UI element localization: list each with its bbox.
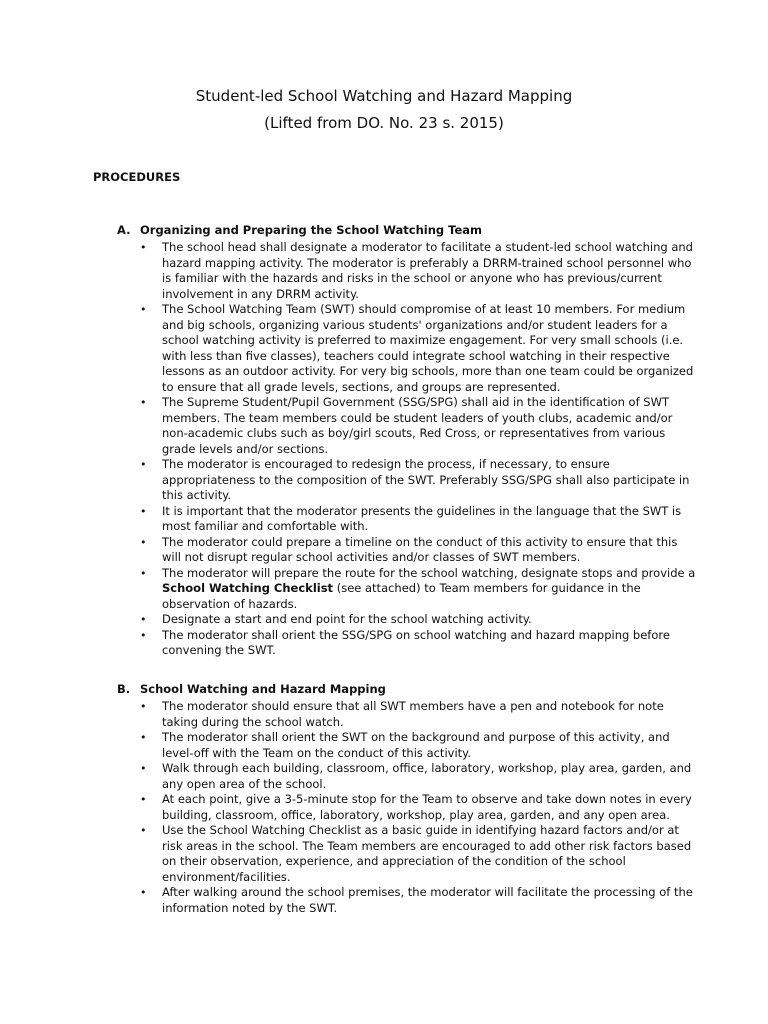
- section-b-letter: B.: [117, 682, 131, 696]
- section-a-list: [117, 240, 697, 659]
- list-item: • The moderator is encouraged to redesign the process, if necessary, to ensure appropriateness to the composition of the SWT. Preferably SSG/SPG shall also participate in this activity.: [140, 457, 690, 502]
- bullet-icon: •: [140, 731, 147, 744]
- bullet-icon: •: [140, 762, 147, 775]
- section-a-title: [117, 223, 697, 240]
- list-item: • The Supreme Student/Pupil Government (SSG/SPG) shall aid in the identification of SWT members. The team members could be student leaders of youth clubs, academic and/or non-academic clubs such as boy/girl scouts, Red Cross, or representatives from various grade levels and/or sections.: [140, 395, 673, 456]
- bullet-icon: •: [140, 504, 147, 518]
- bullet-icon: •: [140, 824, 147, 837]
- bullet-icon: •: [140, 396, 147, 409]
- bullet-icon: •: [140, 241, 147, 254]
- emphasis-text: School Watching Checklist: [162, 581, 334, 595]
- list-item: • Use the School Watching Checklist as a basic guide in identifying hazard factors and/or at risk areas in the school. The Team members are encouraged to add other risk factors based on their observation, experience, and appreciation of the condition of the school environment/facilities.: [140, 823, 692, 884]
- list-item: • The School Watching Team (SWT) should compromise of at least 10 members. For medium and big schools, organizing various students' organizations and/or student leaders for a school watching activity is preferred to maximize engagement. For very small schools (i.e. with less than five classes), teachers could integrate school watching in their respective lessons as an outdoor activity. For very big schools, more than one team could be organized to ensure that all grade levels, sections, and groups are represented.: [140, 302, 694, 394]
- list-item: • After walking around the school premises, the moderator will facilitate the processing of the information noted by the SWT.: [140, 885, 693, 915]
- document-subtitle: (Lifted from DO. No. 23 s. 2015): [264, 114, 504, 132]
- section-b-title: [117, 682, 697, 699]
- list-item: • The moderator shall orient the SWT on the background and purpose of this activity, and level-off with the Team on the conduct of this activity.: [140, 730, 670, 760]
- list-item: • Designate a start and end point for the school watching activity.: [140, 612, 532, 626]
- list-item: • The school head shall designate a moderator to facilitate a student-led school watching and hazard mapping activity. The moderator is preferably a DRRM-trained school personnel who is familiar with the hazards and risks in the school or anyone who has previous/current involvement in any DRRM activity.: [140, 240, 693, 301]
- section-b-title-text: School Watching and Hazard Mapping: [140, 682, 386, 696]
- bullet-icon: •: [140, 566, 147, 580]
- bullet-icon: •: [140, 613, 147, 626]
- list-item: • The moderator shall orient the SSG/SPG on school watching and hazard mapping before convening the SWT.: [140, 627, 670, 657]
- list-item: • The moderator could prepare a timeline on the conduct of this activity to ensure that this will not disrupt regular school activities and/or classes of SWT members.: [140, 534, 678, 564]
- section-a-title-text: Organizing and Preparing the School Watching Team: [140, 223, 483, 237]
- list-item: • The moderator will prepare the route for the school watching, designate stops and provide a School Watching Checklist (see attached) to Team members for guidance in the observation of hazards.: [140, 565, 696, 611]
- list-item: • The moderator should ensure that all SWT members have a pen and notebook for note taking during the school watch.: [140, 699, 664, 729]
- bullet-icon: •: [140, 458, 147, 471]
- procedures-heading: PROCEDURES: [93, 170, 181, 184]
- section-a-letter: A.: [117, 223, 131, 237]
- document-title: Student-led School Watching and Hazard Mapping: [195, 87, 573, 105]
- bullet-icon: •: [140, 700, 147, 713]
- bullet-icon: •: [140, 628, 147, 642]
- list-item: • Walk through each building, classroom, office, laboratory, workshop, play area, garden, and any open area of the school.: [140, 761, 692, 791]
- bullet-icon: •: [140, 886, 147, 899]
- bullet-icon: •: [140, 793, 147, 806]
- list-item: • At each point, give a 3-5-minute stop for the Team to observe and take down notes in every building, classroom, office, laboratory, workshop, play area, garden, and any open area.: [140, 792, 692, 822]
- section-b: [117, 682, 697, 916]
- list-item: • It is important that the moderator presents the guidelines in the language that the SWT is most familiar and comfortable with.: [140, 503, 682, 533]
- bullet-icon: •: [140, 303, 147, 316]
- bullet-icon: •: [140, 535, 147, 549]
- section-a: [117, 223, 697, 659]
- section-b-list: [117, 699, 697, 916]
